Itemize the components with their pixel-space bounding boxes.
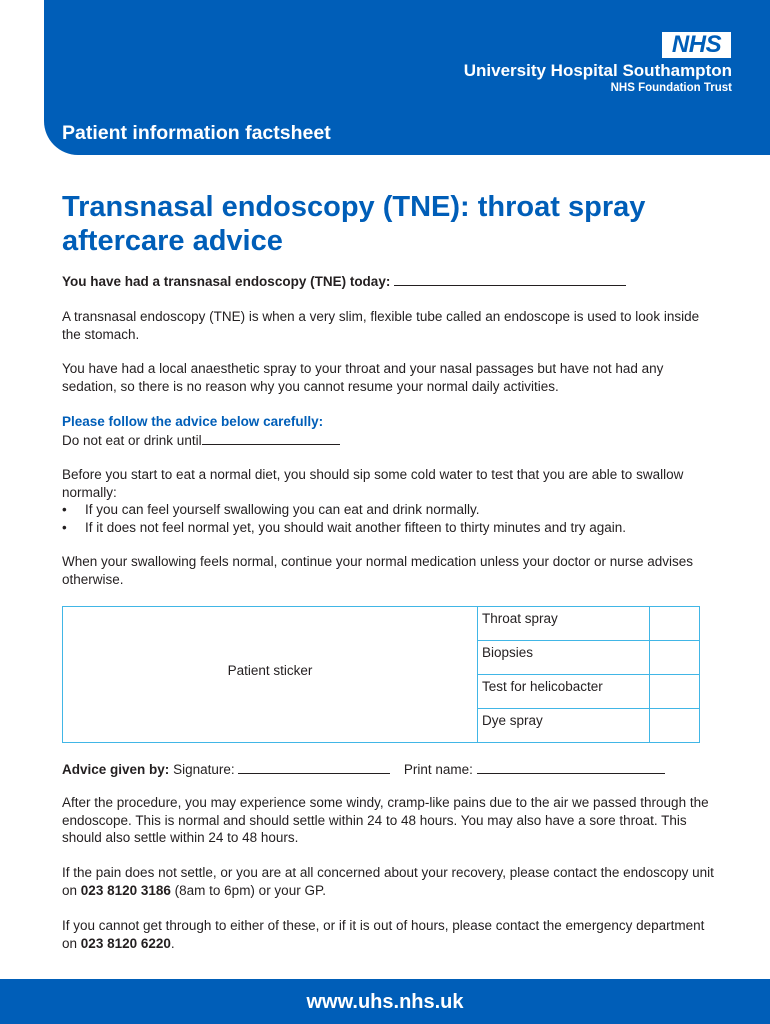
throat-spray-checkbox[interactable] <box>649 607 699 640</box>
checklist-label: Dye spray <box>482 713 543 728</box>
today-label: You have had a transnasal endoscopy (TNE) today: <box>62 274 391 289</box>
checklist-label: Test for helicobacter <box>482 679 603 694</box>
intro-paragraph: A transnasal endoscopy (TNE) is when a very slim, flexible tube called an endoscope is used to look inside the stomach. <box>62 309 700 342</box>
checklist-row <box>478 641 699 675</box>
emergency-phone-number: 023 8120 6220 <box>80 935 171 951</box>
advice-given-label: Advice given by: <box>62 762 170 777</box>
nhs-logo: NHS <box>662 32 731 58</box>
page-title: Transnasal endoscopy (TNE): throat spray aftercare advice <box>62 191 646 257</box>
biopsies-checkbox[interactable] <box>649 641 699 674</box>
spray-paragraph: You have had a local anaesthetic spray to your throat and your nasal passages but have not had any sedation, so there is no reason why you cannot resume your normal daily activities. <box>62 361 664 394</box>
advice-given-line <box>62 760 722 779</box>
trust-name: NHS Foundation Trust <box>610 82 732 94</box>
website-link[interactable]: www.uhs.nhs.uk <box>306 991 464 1013</box>
checklist-row <box>478 709 699 743</box>
today-line <box>62 272 712 291</box>
bullet-icon: • <box>62 519 67 535</box>
list-item: • If it does not feel normal yet, you should wait another fifteen to thirty minutes and try again. <box>62 519 627 535</box>
follow-advice-block <box>62 413 712 449</box>
endoscopy-phone-number: 023 8120 3186 <box>80 882 171 898</box>
print-name-label: Print name: <box>403 762 473 777</box>
medication-paragraph: When your swallowing feels normal, continue your normal medication unless your doctor or nurse advises otherwise. <box>62 554 694 587</box>
checklist-row <box>478 675 699 709</box>
follow-advice-heading: Please follow the advice below carefully: <box>62 414 324 429</box>
no-eat-label: Do not eat or drink until <box>62 432 202 448</box>
patient-sticker-area <box>63 607 478 742</box>
today-date-field[interactable] <box>394 272 626 286</box>
emergency-paragraph: If you cannot get through to either of these, or if it is out of hours, please contact the emergency department on 023 8120 6220. <box>62 918 705 951</box>
dye-spray-checkbox[interactable] <box>649 709 699 743</box>
signature-label: Signature: <box>173 762 235 777</box>
bullet-icon: • <box>62 502 67 517</box>
swallow-test-block <box>62 466 722 536</box>
no-eat-line <box>62 431 712 450</box>
checklist-row <box>478 607 699 641</box>
checklist-label: Throat spray <box>482 611 558 626</box>
before-eat-paragraph: Before you start to eat a normal diet, you should sip some cold water to test that you are able to swallow normally: <box>62 467 684 500</box>
factsheet-label: Patient information factsheet <box>62 122 331 144</box>
swallow-bullets <box>62 501 722 536</box>
patient-sticker-table <box>62 606 700 743</box>
patient-sticker-label: Patient sticker <box>227 663 313 678</box>
no-eat-time-field[interactable] <box>202 431 340 445</box>
checklist-label: Biopsies <box>482 645 534 660</box>
contact-paragraph: If the pain does not settle, or you are at all concerned about your recovery, please contact the endoscopy unit on 023 8120 3186 (8am to 6pm) or your GP. <box>62 865 714 898</box>
signature-field[interactable] <box>238 760 390 774</box>
helicobacter-checkbox[interactable] <box>649 675 699 708</box>
list-item: • If you can feel yourself swallowing you can eat and drink normally. <box>62 502 480 517</box>
organisation-name: University Hospital Southampton <box>463 61 732 80</box>
footer-bar <box>0 979 770 1024</box>
print-name-field[interactable] <box>477 760 665 774</box>
after-procedure-paragraph: After the procedure, you may experience some windy, cramp-like pains due to the air we passed through the endoscope. This is normal and should settle within 24 to 48 hours. You may also have a sore throat. This should also settle within 24 to 48 hours. <box>62 795 709 845</box>
